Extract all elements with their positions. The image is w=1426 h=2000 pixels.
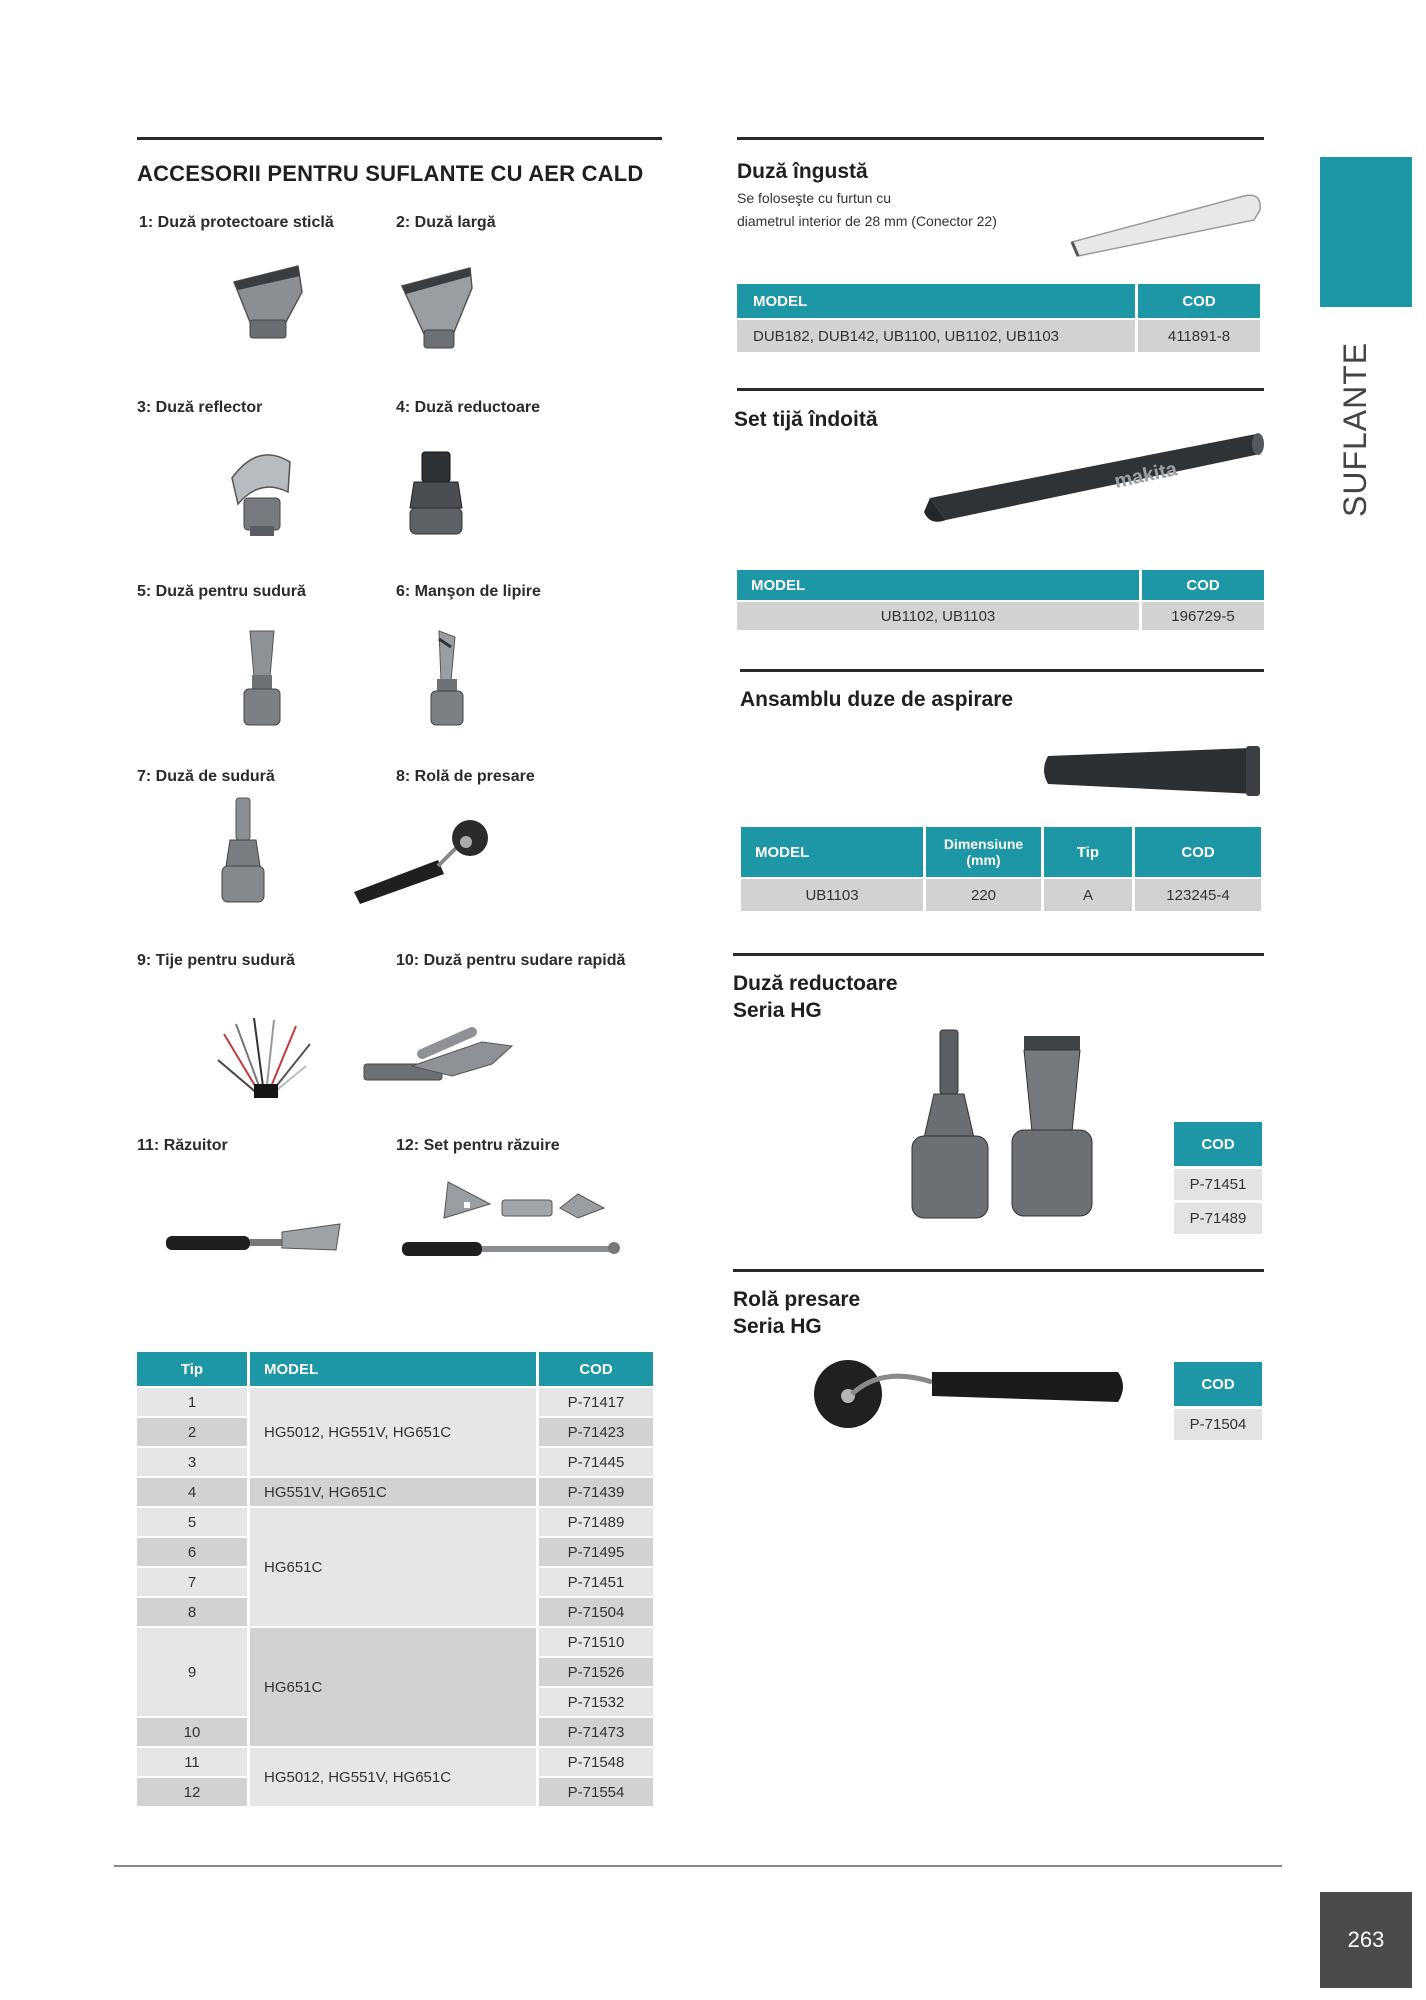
tip-cell: A — [1044, 879, 1132, 911]
col-header-model: MODEL — [737, 570, 1139, 600]
table-row — [137, 1628, 653, 1656]
cod-cell: P-71417 — [539, 1388, 653, 1416]
cod-cell: P-71439 — [539, 1478, 653, 1506]
bent-rod-image — [920, 432, 1266, 534]
welding-rods-image — [214, 1014, 314, 1100]
cod-cell: P-71495 — [539, 1538, 653, 1566]
cod-cell: P-71445 — [539, 1448, 653, 1476]
cod-cell: 123245-4 — [1135, 879, 1261, 911]
cod-cell: P-71423 — [539, 1418, 653, 1446]
cod-cell: P-71532 — [539, 1688, 653, 1716]
col-header-model: MODEL — [250, 1352, 536, 1386]
col-header-model: MODEL — [737, 284, 1135, 318]
model-cell: UB1102, UB1103 — [737, 602, 1139, 630]
tip-cell: 2 — [137, 1418, 247, 1446]
reducer-nozzles-image — [908, 1028, 1098, 1228]
bent-rod-table — [734, 568, 1267, 632]
tip-cell: 7 — [137, 1568, 247, 1596]
table-row — [137, 1508, 653, 1536]
dimension-cell: 220 — [926, 879, 1041, 911]
reducer-cod-list — [1174, 1122, 1262, 1237]
col-header-cod: COD — [539, 1352, 653, 1386]
scraper-image — [164, 1222, 344, 1256]
section-color-tab — [1320, 157, 1412, 307]
col-header-tip: Tip — [1044, 827, 1132, 877]
item-label-7: 7: Duză de sudură — [137, 768, 275, 785]
cod-cell: P-71554 — [539, 1778, 653, 1806]
item-label-6: 6: Manşon de lipire — [396, 583, 541, 600]
table-row — [137, 1748, 653, 1776]
section-label: SUFLANTE — [1337, 341, 1373, 517]
narrow-nozzle-image — [1068, 190, 1264, 260]
col-header-tip: Tip — [137, 1352, 247, 1386]
roller-title-line1: Rolă presare — [733, 1288, 861, 1311]
left-title: ACCESORII PENTRU SUFLANTE CU AER CALD — [137, 161, 644, 186]
model-cell: UB1103 — [741, 879, 923, 911]
model-cell: HG651C — [250, 1508, 536, 1626]
item-label-2: 2: Duză largă — [396, 214, 496, 231]
tip-cell: 1 — [137, 1388, 247, 1416]
footer-rule — [114, 1865, 1282, 1867]
item-label-8: 8: Rolă de presare — [396, 768, 535, 785]
wide-nozzle-image — [398, 262, 478, 357]
suction-table — [738, 825, 1264, 913]
table-row — [137, 1388, 653, 1416]
cod-cell: P-71504 — [539, 1598, 653, 1626]
roller-cod-list — [1174, 1362, 1262, 1443]
left-top-rule — [137, 137, 662, 140]
cod-cell: 196729-5 — [1142, 602, 1264, 630]
model-cell: HG5012, HG551V, HG651C — [250, 1388, 536, 1476]
reducer-cod-value: P-71451 — [1174, 1169, 1262, 1200]
reducer-title-line2: Seria HG — [733, 999, 822, 1022]
tip-cell: 4 — [137, 1478, 247, 1506]
roller-cod-value: P-71504 — [1174, 1409, 1262, 1440]
reducer-rule — [733, 953, 1264, 956]
tip-cell: 12 — [137, 1778, 247, 1806]
roller-rule — [733, 1269, 1264, 1272]
bent-rod-brand: makita — [1112, 458, 1180, 493]
item-label-10: 10: Duză pentru sudare rapidă — [396, 952, 626, 969]
model-cell: HG651C — [250, 1628, 536, 1746]
reflector-nozzle-image — [228, 448, 298, 543]
col-header-cod: COD — [1142, 570, 1264, 600]
cod-cell: 411891-8 — [1138, 320, 1260, 352]
suction-nozzle-image — [1040, 746, 1265, 800]
reducer-cod-value: P-71489 — [1174, 1203, 1262, 1234]
narrow-nozzle-desc-line1: Se foloseşte cu furtun cu — [737, 190, 892, 206]
narrow-nozzle-rule — [737, 137, 1264, 140]
reducer-nozzle-image — [404, 448, 468, 540]
tip-cell: 9 — [137, 1628, 247, 1716]
scraping-set-image — [400, 1180, 625, 1264]
table-row — [137, 1478, 653, 1506]
fast-welding-nozzle-image — [362, 1024, 522, 1090]
suction-rule — [740, 669, 1264, 672]
narrow-nozzle-title: Duză îngustă — [737, 160, 868, 183]
welding-nozzle-7-image — [218, 796, 268, 908]
cod-cell: P-71526 — [539, 1658, 653, 1686]
tip-cell: 8 — [137, 1598, 247, 1626]
col-header-cod: COD — [1138, 284, 1260, 318]
col-header-cod: COD — [1135, 827, 1261, 877]
model-cell: HG5012, HG551V, HG651C — [250, 1748, 536, 1806]
tip-cell: 6 — [137, 1538, 247, 1566]
cod-cell: P-71473 — [539, 1718, 653, 1746]
glass-protector-nozzle-image — [228, 262, 308, 352]
cod-cell: P-71548 — [539, 1748, 653, 1776]
item-label-3: 3: Duză reflector — [137, 399, 263, 416]
suction-title: Ansamblu duze de aspirare — [740, 688, 1014, 711]
reducer-title-line1: Duză reductoare — [733, 972, 898, 995]
accessories-table — [134, 1350, 656, 1808]
tip-cell: 10 — [137, 1718, 247, 1746]
reducer-cod-header: COD — [1174, 1122, 1262, 1166]
cod-cell: P-71451 — [539, 1568, 653, 1596]
roller-cod-header: COD — [1174, 1362, 1262, 1406]
bent-rod-title: Set tijă îndoită — [734, 408, 878, 431]
tip-cell: 11 — [137, 1748, 247, 1776]
item-label-5: 5: Duză pentru sudură — [137, 583, 306, 600]
item-label-9: 9: Tije pentru sudură — [137, 952, 295, 969]
tip-cell: 5 — [137, 1508, 247, 1536]
item-label-1: 1: Duză protectoare sticlă — [139, 214, 334, 231]
cod-cell: P-71489 — [539, 1508, 653, 1536]
model-cell: HG551V, HG651C — [250, 1478, 536, 1506]
item-label-11: 11: Răzuitor — [137, 1137, 228, 1154]
roller-title-line2: Seria HG — [733, 1315, 822, 1338]
pressure-roller-hg-image — [812, 1356, 1128, 1432]
tip-cell: 3 — [137, 1448, 247, 1476]
model-cell: DUB182, DUB142, UB1100, UB1102, UB1103 — [737, 320, 1135, 352]
welding-nozzle-image — [240, 627, 284, 731]
soldering-sleeve-image — [425, 627, 469, 731]
col-header-dimension: Dimensiune (mm) — [926, 827, 1041, 877]
item-label-4: 4: Duză reductoare — [396, 399, 541, 416]
narrow-nozzle-desc-line2: diametrul interior de 28 mm (Conector 22) — [737, 213, 997, 229]
cod-cell: P-71510 — [539, 1628, 653, 1656]
narrow-nozzle-table — [734, 282, 1263, 354]
page-number: 263 — [1320, 1892, 1412, 1988]
bent-rod-rule — [737, 388, 1264, 391]
pressure-roller-image — [346, 816, 496, 906]
col-header-model: MODEL — [741, 827, 923, 877]
item-label-12: 12: Set pentru răzuire — [396, 1137, 560, 1154]
